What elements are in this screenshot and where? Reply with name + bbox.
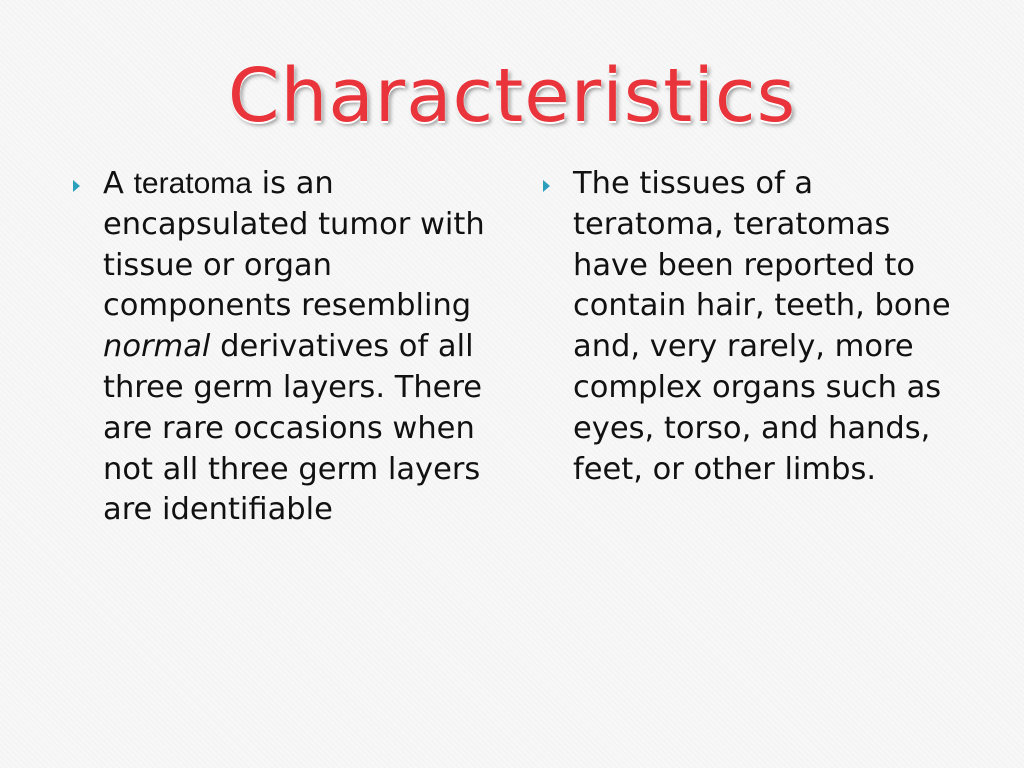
bullet-text: The tissues of a teratoma, teratomas have been reported to contain hair, teeth, bone and, very rarely, more complex organs such as eyes, torso, and hands, feet, or other limbs. (573, 166, 951, 487)
triangle-right-icon (73, 180, 80, 192)
bullet-text-part3: derivatives of all three germ layers. There are rare occasions when not all three germ layers are identifiable (103, 329, 483, 528)
bullet-text (103, 164, 503, 531)
bullet-text-part2: is an encapsulated tumor with tissue or organ components resembling (103, 166, 485, 324)
bullet-item-teratoma-definition (103, 164, 503, 531)
triangle-right-icon (543, 180, 550, 192)
bullet-text-part1: A (103, 166, 134, 201)
bullet-item-teratoma-tissues (573, 164, 973, 490)
bold-term: teratoma (133, 167, 252, 200)
italic-term: normal (103, 329, 211, 365)
slide-title: Characteristics (227, 53, 797, 139)
